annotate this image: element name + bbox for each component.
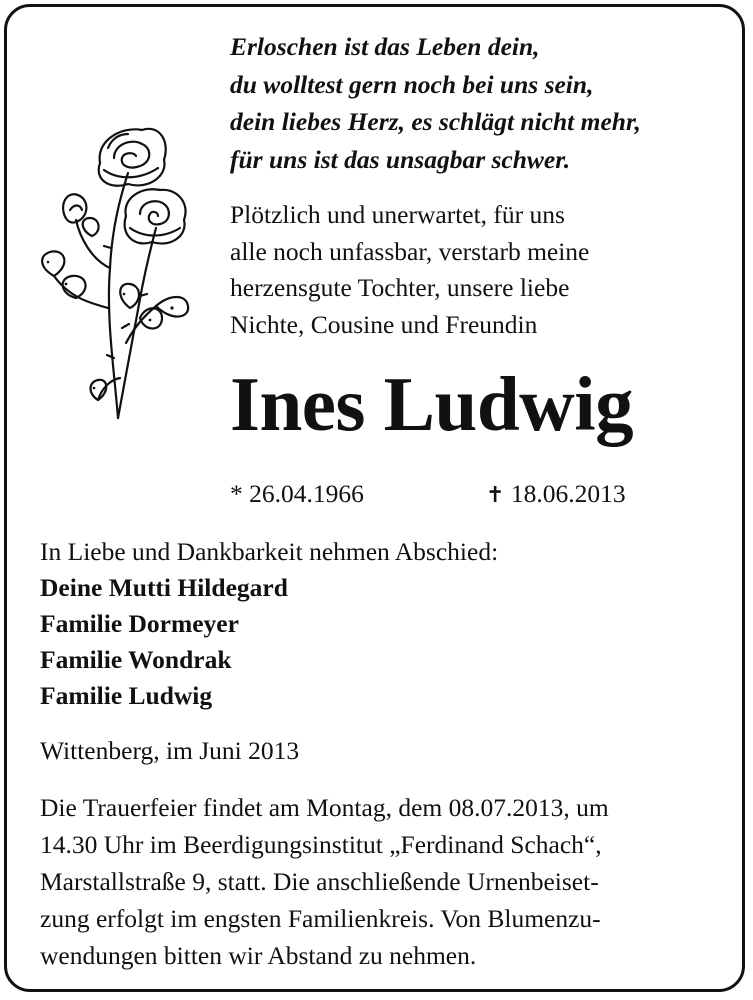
service-line: 14.30 Uhr im Beerdigungsinstitut „Ferdinand Schach“, [40,830,602,859]
poem-line: du wolltest gern noch bei uns sein, [230,69,594,99]
birth-date: * 26.04.1966 [230,479,364,508]
intro-text [230,197,730,343]
rose-icon [30,118,200,448]
poem [230,28,730,178]
death-date-group [486,476,626,514]
poem-line: Erloschen ist das Leben dein, [230,32,540,61]
mourner-family: Familie Wondrak [40,645,232,674]
deceased-name: Ines Ludwig [230,361,634,447]
service-line: Marstallstraße 9, statt. Die anschließende Urnenbeiset- [40,867,599,896]
poem-line: dein liebes Herz, es schlägt nicht mehr, [230,107,641,136]
intro-line: herzensgute Tochter, unsere liebe [230,273,570,302]
intro-line: Nichte, Cousine und Freundin [230,309,538,339]
death-date: 18.06.2013 [510,479,626,508]
place-date: Wittenberg, im Juni 2013 [40,736,300,765]
service-line: zung erfolgt im engsten Familienkreis. Von Blumenzu- [40,904,601,933]
service-line: Die Trauerfeier findet am Montag, dem 08.07.2013, um [40,793,609,822]
service-line: wendungen bitten wir Abstand zu nehmen. [40,941,477,970]
intro-line: Plötzlich und unerwartet, für uns [230,200,565,229]
cross-icon: ✝ [486,483,505,508]
life-dates [230,476,626,512]
service-info [40,789,609,974]
mourner-family: Familie Dormeyer [40,609,239,638]
mourners [40,534,498,714]
poem-line: für uns ist das unsagbar schwer. [230,144,571,174]
mourner-family: Deine Mutti Hildegard [40,573,288,602]
mourner-family: Familie Ludwig [40,681,213,710]
intro-line: alle noch unfassbar, verstarb meine [230,236,590,266]
mourners-heading: In Liebe und Dankbarkeit nehmen Abschied: [40,537,499,566]
